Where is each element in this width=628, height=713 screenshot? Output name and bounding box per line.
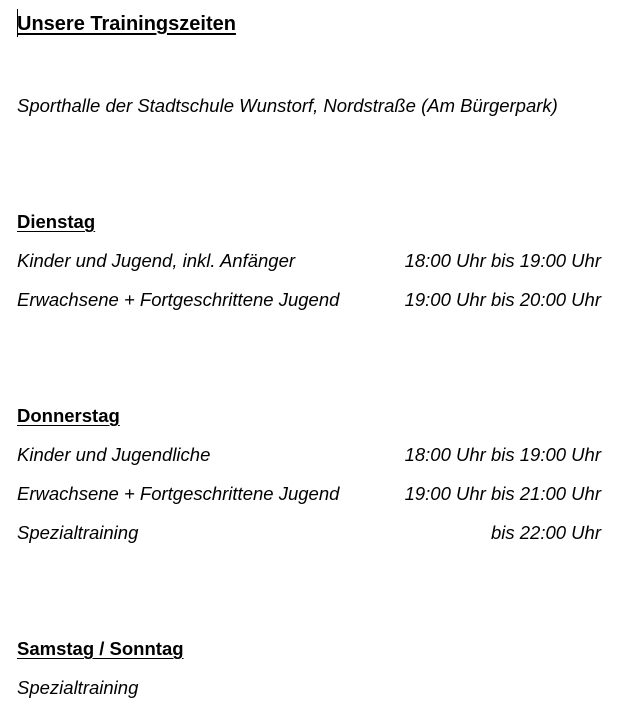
- schedule-row: [17, 250, 601, 272]
- schedule-row: [17, 444, 601, 466]
- schedule-row: [17, 677, 601, 699]
- day-heading-dienstag: Dienstag: [17, 211, 96, 232]
- schedule-row: [17, 483, 601, 505]
- document-title: Unsere Trainingszeiten: [17, 13, 236, 35]
- location-line: Sporthalle der Stadtschule Wunstorf, Nordstraße (Am Bürgerpark): [17, 95, 558, 116]
- schedule-group: Spezialtraining: [17, 522, 139, 543]
- schedule-time: 19:00 Uhr bis 20:00 Uhr: [404, 289, 601, 310]
- schedule-group: Erwachsene + Fortgeschrittene Jugend: [17, 289, 340, 310]
- schedule-row: [17, 289, 601, 311]
- schedule-time: 19:00 Uhr bis 21:00 Uhr: [404, 483, 601, 504]
- schedule-time: 18:00 Uhr bis 19:00 Uhr: [404, 444, 601, 465]
- schedule-group: Erwachsene + Fortgeschrittene Jugend: [17, 483, 340, 504]
- schedule-group: Kinder und Jugend, inkl. Anfänger: [17, 250, 296, 271]
- schedule-time: bis 22:00 Uhr: [490, 522, 601, 543]
- schedule-group: Kinder und Jugendliche: [17, 444, 211, 465]
- day-heading-donnerstag: Donnerstag: [17, 405, 120, 426]
- schedule-row: [17, 522, 601, 544]
- day-heading-samstag-sonntag: Samstag / Sonntag: [17, 638, 184, 659]
- schedule-group: Spezialtraining: [17, 677, 139, 698]
- schedule-time: 18:00 Uhr bis 19:00 Uhr: [404, 250, 601, 271]
